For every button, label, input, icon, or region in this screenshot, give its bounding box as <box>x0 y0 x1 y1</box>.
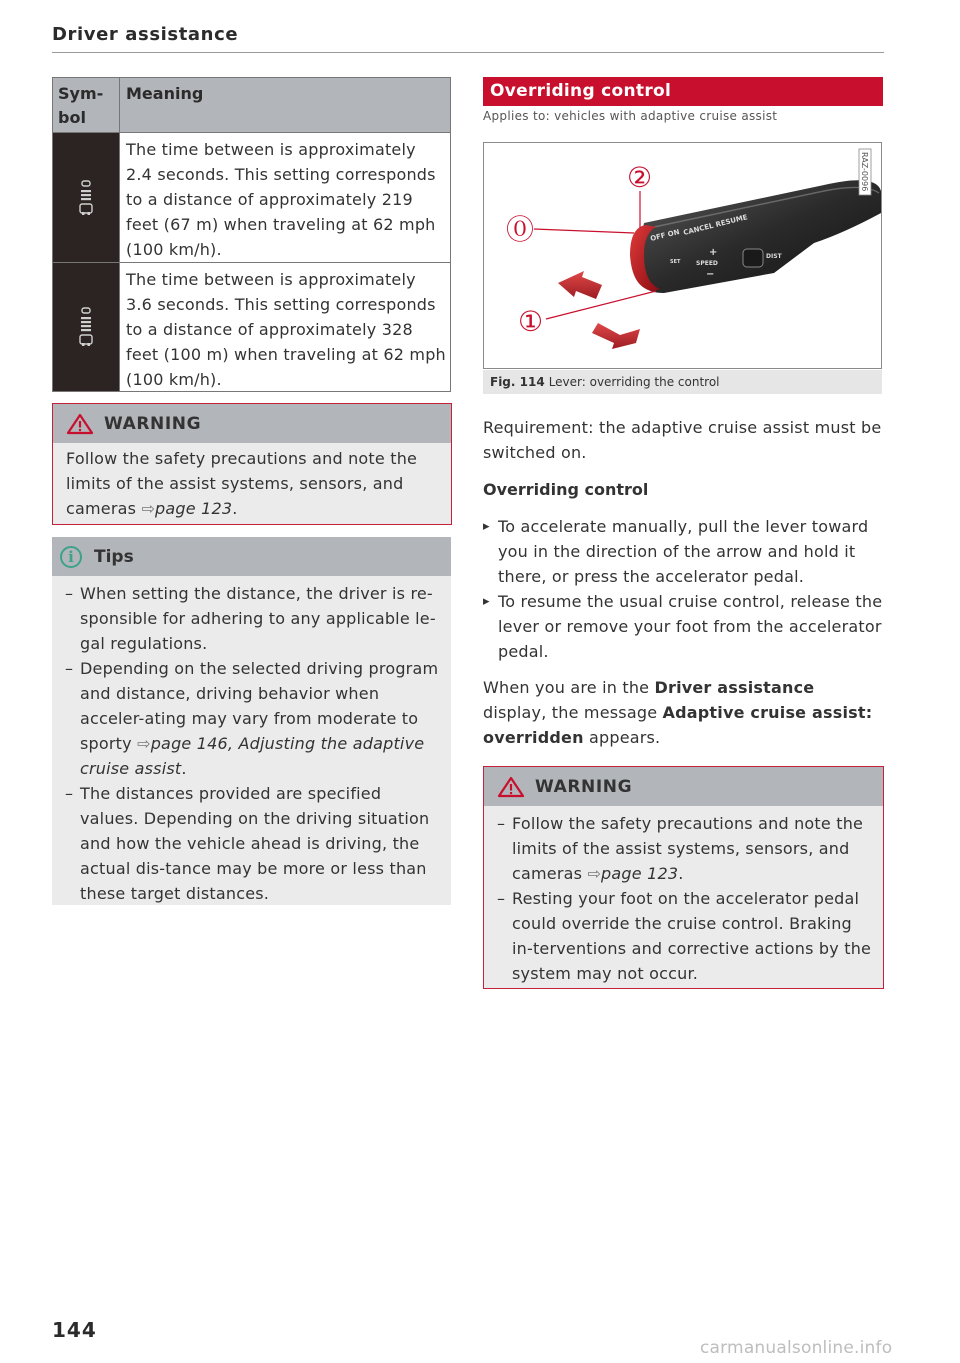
meaning-cell: The time between is approximately 3.6 seconds. This setting corresponds to a distance of approximately 328 feet (100 m) when traveling at 62 mph (100 km/h). <box>126 270 446 389</box>
reference-arrow: ⇨ <box>141 499 156 518</box>
page-reference-link[interactable]: page 123 <box>601 864 679 883</box>
tips-title: Tips <box>94 546 134 567</box>
warning-title: WARNING <box>535 776 633 797</box>
distance-4-bars-icon <box>79 306 93 348</box>
list-item: – Resting your foot on the accelerator pedal could override the cruise control. Braking in-terventions and corrective actions by the system may not occur. <box>497 886 873 986</box>
label-plus: + <box>709 247 718 258</box>
message-text: display, the message <box>483 703 663 722</box>
message-text: appears. <box>583 728 661 747</box>
warning-header <box>484 767 883 806</box>
warning-box <box>483 766 884 989</box>
label-off-on: OFF ON <box>649 227 681 243</box>
subheading: Overriding control <box>483 480 649 499</box>
table-row <box>53 133 450 262</box>
figure-code: RAZ-0096 <box>860 152 869 192</box>
warning-header <box>53 404 451 443</box>
warning-triangle-icon <box>66 413 94 435</box>
callout-2: ② <box>627 161 653 194</box>
tips-header <box>52 537 451 576</box>
figure-caption-text: Lever: overriding the control <box>548 375 720 389</box>
list-item: ▸ To accelerate manually, pull the lever toward you in the direction of the arrow and hold it there, or press the accelerator pedal. <box>483 514 883 589</box>
label-cancel-resume: CANCEL RESUME <box>682 213 749 237</box>
header-divider <box>52 52 884 53</box>
warning-text-main: Follow the safety precautions and note the limits of the assist systems, sensors, and cameras <box>66 449 418 518</box>
symbol-cell <box>53 263 120 391</box>
distance-3-bars-icon <box>79 179 93 217</box>
warning-list <box>484 806 883 986</box>
reference-arrow: ⇨ <box>587 864 602 883</box>
watermark: carmanualsonline.info <box>700 1338 893 1358</box>
figure-caption <box>483 370 882 394</box>
warning-text: Follow the safety precautions and note the limits of the assist systems, sensors, and cameras <box>512 814 864 883</box>
label-speed: SPEED <box>696 260 718 267</box>
section-title-bar: Overriding control <box>483 77 883 106</box>
column-header-symbol <box>53 78 120 132</box>
label-dist: DIST <box>766 253 782 260</box>
message-display-name: Driver assistance <box>654 678 815 697</box>
label-set: SET <box>670 259 681 265</box>
list-item <box>65 656 441 781</box>
warning-box <box>52 403 452 525</box>
message-text: When you are in the <box>483 678 655 697</box>
callout-1: ① <box>518 305 544 338</box>
message-paragraph <box>483 675 883 750</box>
list-item <box>497 811 873 886</box>
tips-list <box>52 576 451 906</box>
page-number: 144 <box>52 1318 97 1342</box>
warning-text-end: . <box>232 499 238 518</box>
label-minus: − <box>706 269 715 280</box>
tip-text-end: . <box>181 759 187 778</box>
tip-text: Depending on the selected driving program and distance, driving behavior when acceler-ating may vary from moderate to sporty <box>80 659 439 753</box>
applies-to-note: Applies to: vehicles with adaptive cruise assist <box>483 109 778 123</box>
page-header: Driver assistance <box>52 24 239 45</box>
steps-list <box>483 514 883 664</box>
table-header <box>53 78 450 133</box>
warning-triangle-icon <box>497 776 525 798</box>
warning-title: WARNING <box>104 413 202 434</box>
reference-arrow: ⇨ <box>137 734 151 753</box>
symbol-table <box>52 77 451 392</box>
symbol-cell <box>53 133 120 262</box>
meaning-cell: The time between is approximately 2.4 seconds. This setting corresponds to a distance of approximately 219 feet (67 m) when traveling at 62 mph (100 km/h). <box>126 140 436 259</box>
table-row <box>53 262 450 391</box>
info-icon: i <box>60 546 82 568</box>
callout-0: ⓪ <box>506 213 535 246</box>
column-header-meaning: Meaning <box>126 84 204 103</box>
column-header-symbol-text: Sym- bol <box>58 84 104 127</box>
warning-text <box>53 443 451 527</box>
list-item <box>65 581 441 656</box>
list-item: ▸ To resume the usual cruise control, release the lever or remove your foot from the accelerator pedal. <box>483 589 883 664</box>
warning-text-end: . <box>678 864 684 883</box>
tips-box <box>52 537 451 905</box>
message-overridden: Adaptive cruise assist: overridden <box>483 703 873 747</box>
list-item <box>65 781 441 906</box>
requirement-text: Requirement: the adaptive cruise assist must be switched on. <box>483 418 882 462</box>
figure-label: Fig. 114 <box>490 375 545 389</box>
page-reference-link[interactable]: page 146, Adjusting the adaptive cruise assist <box>80 734 425 778</box>
lever-figure <box>483 142 882 369</box>
tip-text: The distances provided are specified values. Depending on the driving situation and how the vehicle ahead is driving, the actual dis-tance may be more or less than these target distances. <box>80 784 430 903</box>
page-reference-link[interactable]: page 123 <box>155 499 233 518</box>
lever-illustration <box>484 143 881 368</box>
tip-text: When setting the distance, the driver is re-sponsible for adhering to any applicable le-gal regulations. <box>80 584 436 653</box>
